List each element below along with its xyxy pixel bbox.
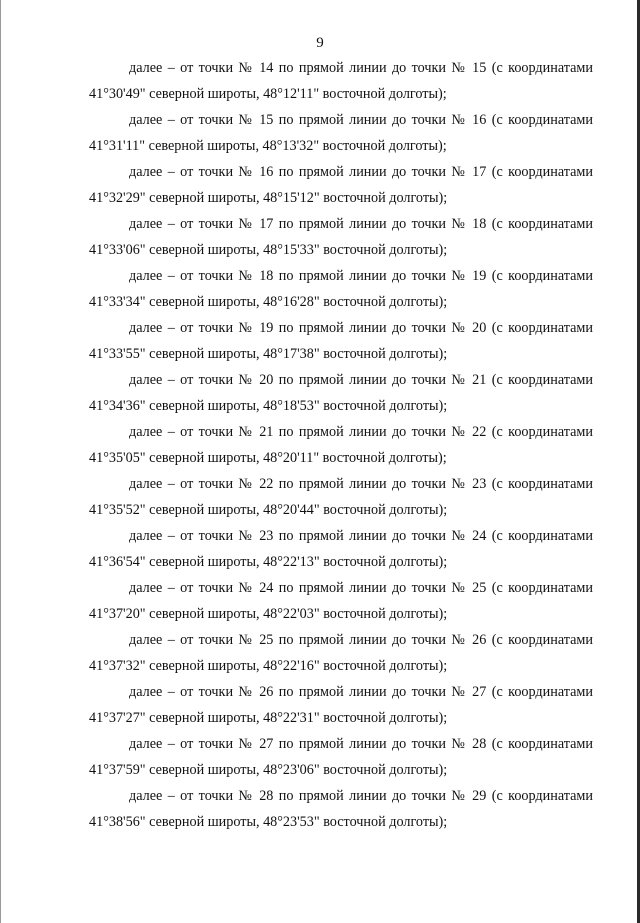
paragraph-line: 41°33'55" северной широты, 48°17'38" восточной долготы); bbox=[89, 346, 448, 362]
paragraph bbox=[89, 263, 593, 315]
paragraph-line: 41°37'27" северной широты, 48°22'31" восточной долготы); bbox=[89, 710, 448, 726]
paragraph-line: 41°37'20" северной широты, 48°22'03" восточной долготы); bbox=[89, 606, 448, 622]
paragraph-line: далее – от точки № 17 по прямой линии до точки № 18 (с координатами bbox=[129, 216, 593, 232]
scan-edge-left bbox=[0, 0, 1, 923]
paragraph bbox=[89, 471, 593, 523]
paragraph bbox=[89, 627, 593, 679]
paragraph bbox=[89, 679, 593, 731]
paragraph bbox=[89, 211, 593, 263]
paragraph-line: 41°33'06" северной широты, 48°15'33" восточной долготы); bbox=[89, 242, 448, 258]
paragraph-line: далее – от точки № 24 по прямой линии до точки № 25 (с координатами bbox=[129, 580, 593, 596]
paragraph bbox=[89, 315, 593, 367]
paragraph-line: 41°31'11" северной широты, 48°13'32" восточной долготы); bbox=[89, 138, 447, 154]
paragraph bbox=[89, 575, 593, 627]
paragraph-line: 41°33'34" северной широты, 48°16'28" восточной долготы); bbox=[89, 294, 448, 310]
paragraph-line: далее – от точки № 16 по прямой линии до точки № 17 (с координатами bbox=[129, 164, 593, 180]
page-number: 9 bbox=[316, 35, 324, 51]
paragraph-line: далее – от точки № 22 по прямой линии до точки № 23 (с координатами bbox=[129, 476, 593, 492]
paragraph-line: далее – от точки № 14 по прямой линии до точки № 15 (с координатами bbox=[129, 60, 593, 76]
paragraph-line: 41°35'05" северной широты, 48°20'11" восточной долготы); bbox=[89, 450, 447, 466]
paragraph-line: далее – от точки № 21 по прямой линии до точки № 22 (с координатами bbox=[129, 424, 593, 440]
paragraph-line: далее – от точки № 25 по прямой линии до точки № 26 (с координатами bbox=[129, 632, 593, 648]
paragraph-line: далее – от точки № 19 по прямой линии до точки № 20 (с координатами bbox=[129, 320, 593, 336]
paragraph-line: 41°35'52" северной широты, 48°20'44" восточной долготы); bbox=[89, 502, 448, 518]
paragraph-line: далее – от точки № 18 по прямой линии до точки № 19 (с координатами bbox=[129, 268, 593, 284]
paragraph bbox=[89, 783, 593, 835]
paragraph bbox=[89, 419, 593, 471]
paragraph-line: 41°37'59" северной широты, 48°23'06" восточной долготы); bbox=[89, 762, 448, 778]
boundary-description bbox=[89, 55, 593, 835]
paragraph bbox=[89, 367, 593, 419]
paragraph bbox=[89, 159, 593, 211]
paragraph-line: далее – от точки № 26 по прямой линии до точки № 27 (с координатами bbox=[129, 684, 593, 700]
paragraph bbox=[89, 523, 593, 575]
paragraph-line: далее – от точки № 23 по прямой линии до точки № 24 (с координатами bbox=[129, 528, 593, 544]
paragraph-line: далее – от точки № 15 по прямой линии до точки № 16 (с координатами bbox=[129, 112, 593, 128]
paragraph bbox=[89, 55, 593, 107]
paragraph-line: 41°38'56" северной широты, 48°23'53" восточной долготы); bbox=[89, 814, 448, 830]
paragraph-line: 41°32'29" северной широты, 48°15'12" восточной долготы); bbox=[89, 190, 448, 206]
paragraph-line: далее – от точки № 20 по прямой линии до точки № 21 (с координатами bbox=[129, 372, 593, 388]
paragraph-line: 41°36'54" северной широты, 48°22'13" восточной долготы); bbox=[89, 554, 448, 570]
paragraph-line: 41°34'36" северной широты, 48°18'53" восточной долготы); bbox=[89, 398, 448, 414]
paragraph-line: 41°37'32" северной широты, 48°22'16" восточной долготы); bbox=[89, 658, 448, 674]
paragraph-line: 41°30'49" северной широты, 48°12'11" восточной долготы); bbox=[89, 86, 447, 102]
paragraph-line: далее – от точки № 27 по прямой линии до точки № 28 (с координатами bbox=[129, 736, 593, 752]
paragraph-line: далее – от точки № 28 по прямой линии до точки № 29 (с координатами bbox=[129, 788, 593, 804]
paragraph bbox=[89, 107, 593, 159]
paragraph bbox=[89, 731, 593, 783]
